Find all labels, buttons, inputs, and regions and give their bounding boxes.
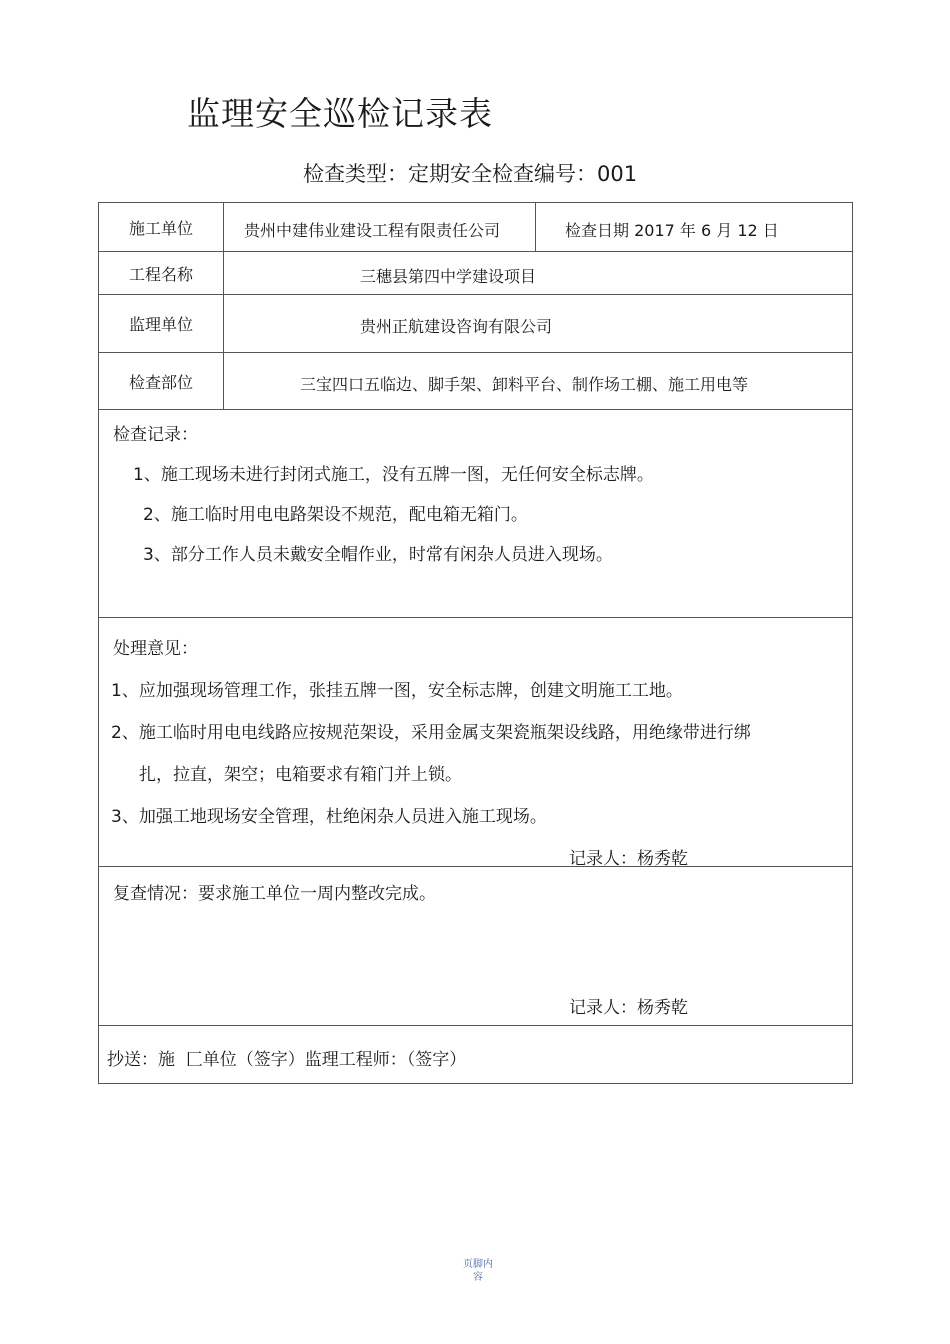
handling-opinion-item: 2、施工临时用电电线路应按规范架设，采用金属支架瓷瓶架设线路，用绝缘带进行绑 [111,723,751,743]
handling-opinion-item: 1、应加强现场管理工作，张挂五牌一图，安全标志牌，创建文明施工工地。 [111,681,683,701]
inspection-area-label [98,352,224,410]
construction-unit-label [98,202,224,252]
copy-to-text: 抄送：施 匚单位（签字）监理工程师：（签字） [107,1050,467,1070]
inspection-area-label-text: 检查部位 [128,372,193,392]
handling-opinion-recorder: 记录人：杨秀乾 [569,849,688,869]
copy-to-section [98,1025,853,1084]
project-name-value-cell [223,251,853,295]
footer-line: 容 [473,1272,483,1283]
recheck-section [98,866,853,1026]
inspection-record-item: 2、施工临时用电电路架设不规范，配电箱无箱门。 [143,505,528,525]
inspection-date-cell [535,202,853,252]
recheck-text: 复查情况：要求施工单位一周内整改完成。 [113,884,436,904]
project-name-value: 三穗县第四中学建设项目 [360,267,537,286]
recheck-recorder: 记录人：杨秀乾 [569,998,688,1018]
supervision-unit-label [98,294,224,353]
inspection-record-section [98,409,853,618]
inspection-record-item: 3、部分工作人员未戴安全帽作业，时常有闲杂人员进入现场。 [143,545,613,565]
project-name-label-text: 工程名称 [128,264,193,284]
inspection-area-value: 三宝四口五临边、脚手架、卸料平台、制作场工棚、施工用电等 [300,375,749,394]
inspection-record-heading: 检查记录： [113,425,198,445]
construction-unit-value-cell [223,202,536,252]
inspection-area-value-cell [223,352,853,410]
document-title: 监理安全巡检记录表 [187,94,493,133]
document-subtitle: 检查类型：定期安全检查编号：001 [303,162,638,186]
supervision-unit-value: 贵州正航建设咨询有限公司 [360,317,553,336]
handling-opinion-heading: 处理意见： [113,639,198,659]
construction-unit-label-text: 施工单位 [128,218,193,238]
inspection-date: 检查日期 2017 年 6 月 12 日 [565,221,779,240]
construction-unit-value: 贵州中建伟业建设工程有限责任公司 [244,221,501,240]
project-name-label [98,251,224,295]
handling-opinion-item: 3、加强工地现场安全管理，杜绝闲杂人员进入施工现场。 [111,807,547,827]
footer-line: 页脚内 [463,1259,493,1270]
page-footer [461,1258,495,1284]
supervision-unit-label-text: 监理单位 [128,315,193,334]
handling-opinion-section [98,617,853,867]
inspection-record-item: 1、施工现场未进行封闭式施工，没有五牌一图，无任何安全标志牌。 [133,465,654,485]
supervision-unit-value-cell [223,294,853,353]
handling-opinion-item-continued: 扎，拉直，架空；电箱要求有箱门并上锁。 [139,765,462,785]
